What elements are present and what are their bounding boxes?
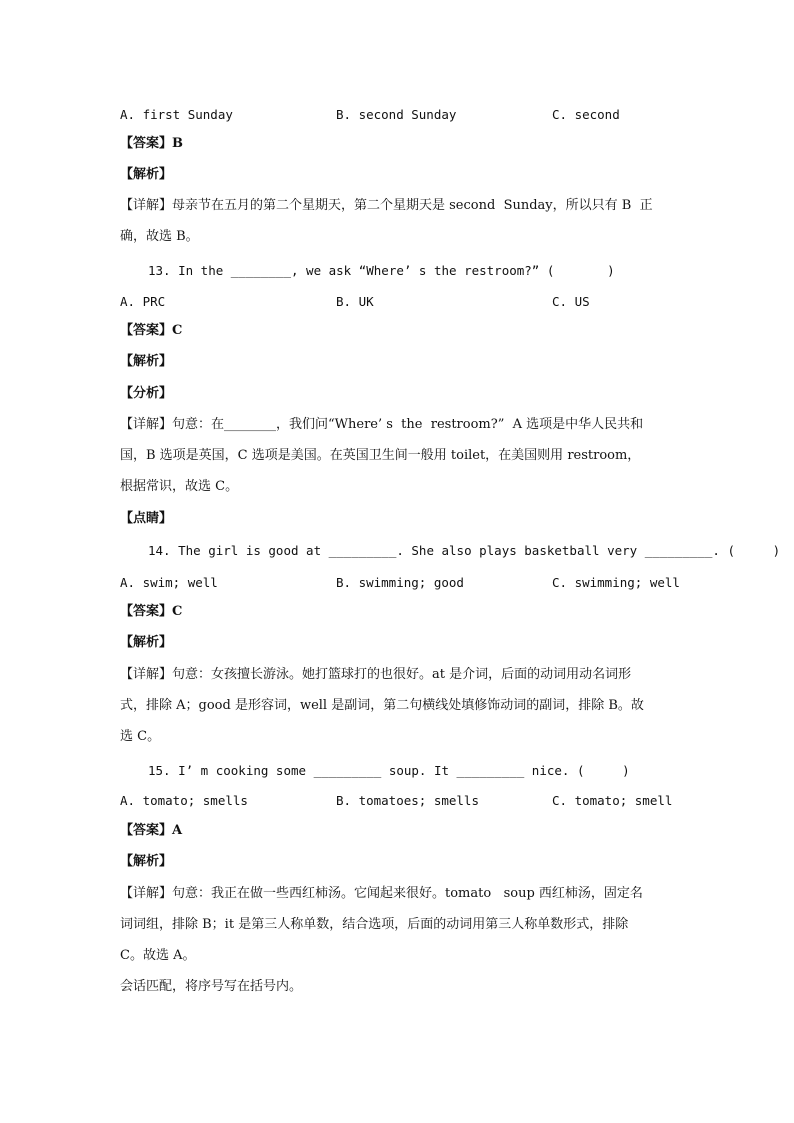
section-heading: 会话匹配，将序号写在括号内。 <box>120 979 303 994</box>
q14-analysis-label: 【解析】 <box>120 635 173 650</box>
q12-option-a: A. first Sunday <box>120 107 233 122</box>
q12-option-c: C. second <box>552 107 620 122</box>
q12-answer: 【答案】B <box>120 136 183 151</box>
q15-option-b: B. tomatoes; smells <box>336 793 479 808</box>
q15-detail-line2: 词词组，排除 B；it 是第三人称单数，结合选项，后面的动词用第三人称单数形式，排除 <box>120 917 629 932</box>
q13-question: 13. In the ________, we ask “Where’ s the restroom?” ( ) <box>148 263 615 278</box>
q15-question: 15. I’ m cooking some _________ soup. It _________ nice. ( ) <box>148 763 630 778</box>
q14-detail-line1: 【详解】句意：女孩擅长游泳。她打篮球打的也很好。at 是介词，后面的动词用动名词形 <box>120 667 632 682</box>
q15-detail-line1: 【详解】句意：我正在做一些西红柿汤。它闻起来很好。tomato soup 西红柿汤，固定名 <box>120 886 643 901</box>
q14-question: 14. The girl is good at _________. She also plays basketball very _________. ( ) <box>148 543 781 558</box>
q13-option-b: B. UK <box>336 294 374 309</box>
q13-answer: 【答案】C <box>120 323 183 338</box>
q12-option-b: B. second Sunday <box>336 107 457 122</box>
q15-option-c: C. tomato; smell <box>552 793 673 808</box>
q12-detail-line2: 确，故选 B。 <box>120 229 199 244</box>
q13-analysis-label: 【解析】 <box>120 354 173 369</box>
q14-answer: 【答案】C <box>120 604 183 619</box>
q13-dianjing-label: 【点睛】 <box>120 511 173 526</box>
q13-detail-line3: 根据常识，故选 C。 <box>120 479 239 494</box>
q13-fenxi-label: 【分析】 <box>120 386 173 401</box>
q15-detail-line3: C。故选 A。 <box>120 948 196 963</box>
q14-detail-line3: 选 C。 <box>120 729 161 744</box>
q14-option-b: B. swimming; good <box>336 575 464 590</box>
q14-option-a: A. swim; well <box>120 575 218 590</box>
q15-analysis-label: 【解析】 <box>120 854 173 869</box>
q13-detail-line2: 国，B 选项是英国，C 选项是美国。在英国卫生间一般用 toilet，在美国则用 restroom， <box>120 448 641 463</box>
q13-detail-line1: 【详解】句意：在________，我们问“Where’ s the restroom?” A 选项是中华人民共和 <box>120 417 644 432</box>
q13-option-a: A. PRC <box>120 294 166 309</box>
q12-analysis-label: 【解析】 <box>120 167 173 182</box>
q14-detail-line2: 式，排除 A；good 是形容词，well 是副词，第二句横线处填修饰动词的副词，排除 B。故 <box>120 698 644 713</box>
q15-answer: 【答案】A <box>120 823 183 838</box>
q12-detail-line1: 【详解】母亲节在五月的第二个星期天，第二个星期天是 second Sunday，所以只有 B 正 <box>120 198 653 213</box>
q15-option-a: A. tomato; smells <box>120 793 248 808</box>
q14-option-c: C. swimming; well <box>552 575 680 590</box>
q13-option-c: C. US <box>552 294 590 309</box>
